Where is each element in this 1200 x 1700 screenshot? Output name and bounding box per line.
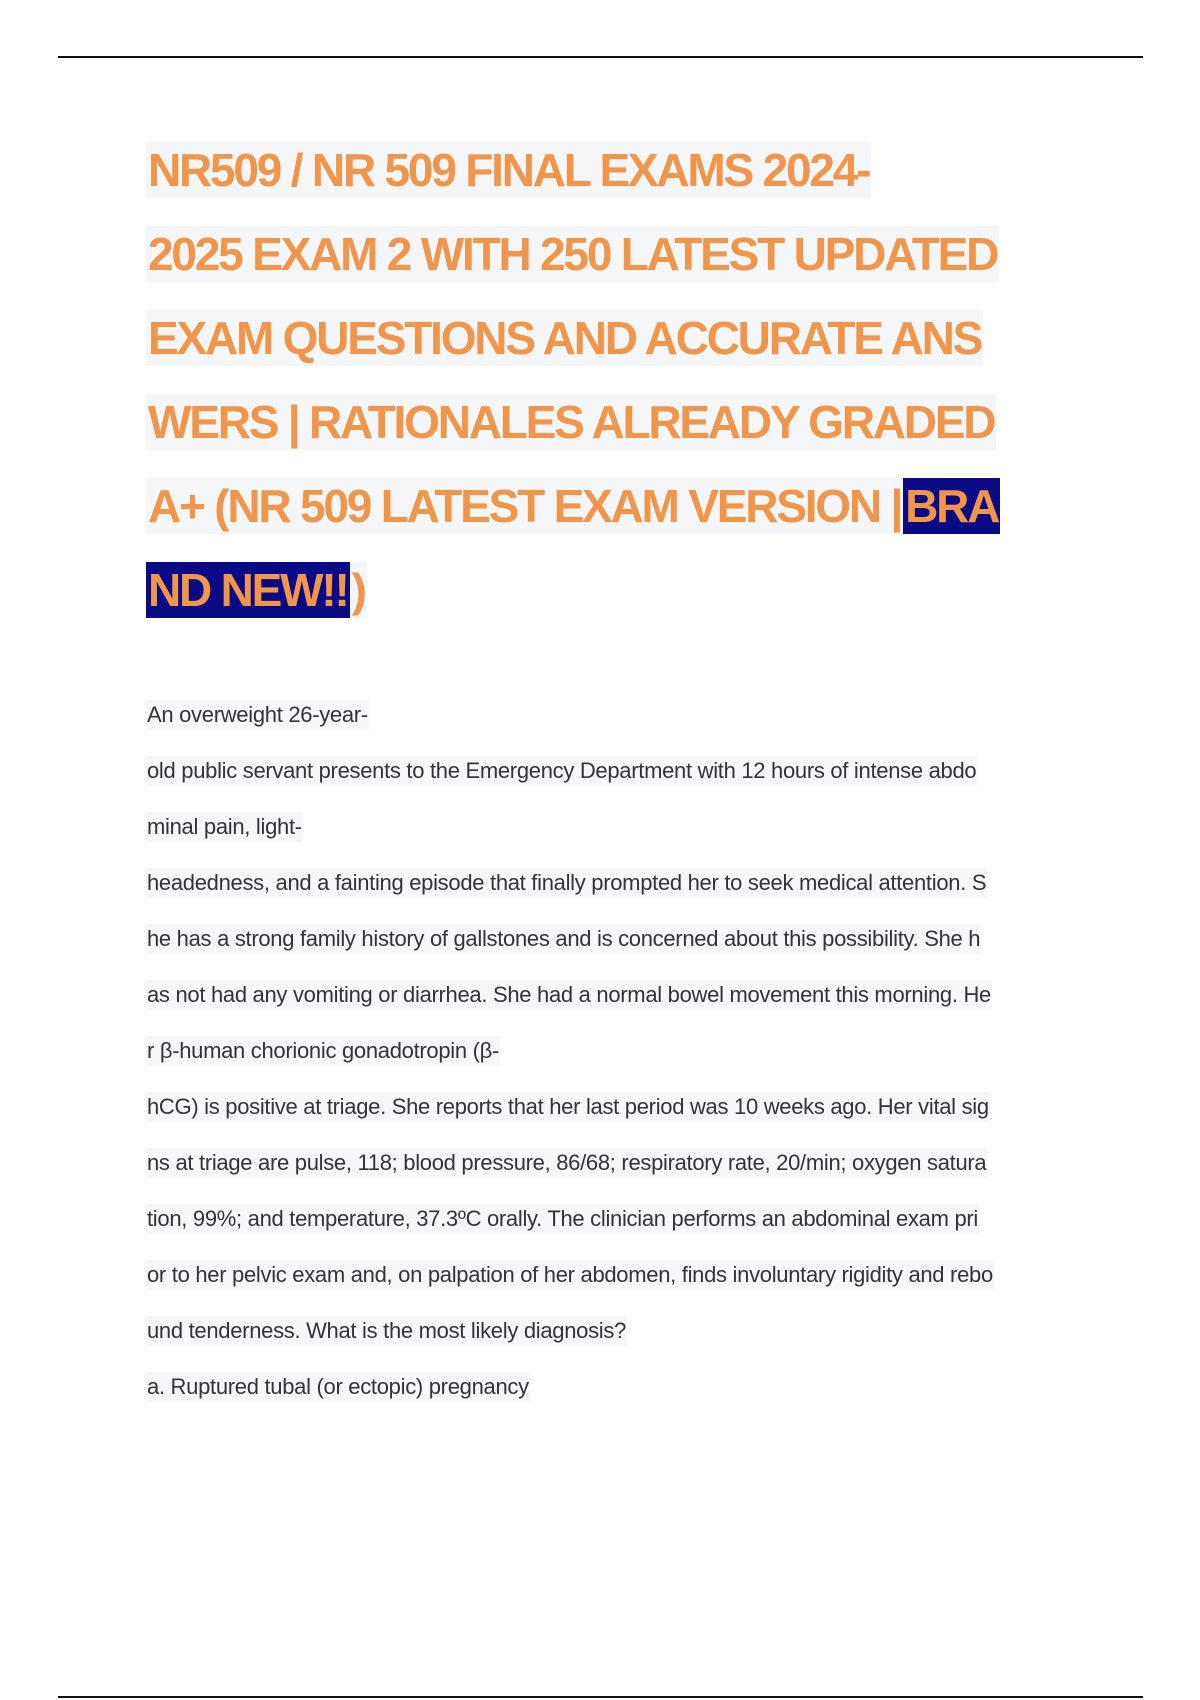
title-line: [146, 392, 1096, 476]
body-line: [146, 1306, 1096, 1362]
body-line: [146, 1250, 1096, 1306]
body-text: old public servant presents to the Emergency Department with 12 hours of intense abdo: [146, 756, 977, 786]
body-text: or to her pelvic exam and, on palpation of her abdomen, finds involuntary rigidity and rebo: [146, 1260, 994, 1290]
body-text: hCG) is positive at triage. She reports that her last period was 10 weeks ago. Her vital sig: [146, 1092, 990, 1122]
body-line: [146, 1026, 1096, 1082]
title-highlight-segment: BRA: [905, 480, 999, 532]
title-line: [146, 140, 1096, 224]
title-segment: ): [351, 564, 365, 616]
question-body: [146, 690, 1096, 1418]
body-text: headedness, and a fainting episode that finally prompted her to seek medical attention. S: [146, 868, 987, 898]
title-segment: A+ (NR 509 LATEST EXAM VERSION |: [148, 480, 902, 532]
answer-option-text: a. Ruptured tubal (or ectopic) pregnancy: [146, 1372, 530, 1402]
body-line: [146, 690, 1096, 746]
body-line: [146, 802, 1096, 858]
answer-option: [146, 1362, 1096, 1418]
body-line: [146, 746, 1096, 802]
title-segment: 2025 EXAM 2 WITH 250 LATEST UPDATED: [148, 228, 998, 280]
body-text: An overweight 26-year-: [146, 700, 369, 730]
body-line: [146, 914, 1096, 970]
body-text: ns at triage are pulse, 118; blood pressure, 86/68; respiratory rate, 20/min; oxygen satura: [146, 1148, 987, 1178]
body-line: [146, 1138, 1096, 1194]
title-segment: NR509 / NR 509 FINAL EXAMS 2024-: [148, 144, 870, 196]
body-text: r β-human chorionic gonadotropin (β-: [146, 1036, 500, 1066]
title-segment: WERS | RATIONALES ALREADY GRADED: [148, 396, 995, 448]
top-rule: [58, 56, 1143, 58]
body-text: tion, 99%; and temperature, 37.3ºC orally. The clinician performs an abdominal exam pri: [146, 1204, 979, 1234]
body-text: as not had any vomiting or diarrhea. She had a normal bowel movement this morning. He: [146, 980, 992, 1010]
title-line: [146, 308, 1096, 392]
body-text: minal pain, light-: [146, 812, 303, 842]
body-line: [146, 970, 1096, 1026]
body-line: [146, 858, 1096, 914]
body-line: [146, 1194, 1096, 1250]
title-line: [146, 560, 1096, 644]
body-text: und tenderness. What is the most likely diagnosis?: [146, 1316, 627, 1346]
body-text: he has a strong family history of gallstones and is concerned about this possibility. She h: [146, 924, 981, 954]
title-highlight-segment: ND NEW!!: [148, 564, 348, 616]
bottom-rule: [58, 1696, 1143, 1698]
document-title: [146, 140, 1096, 644]
body-line: [146, 1082, 1096, 1138]
title-segment: EXAM QUESTIONS AND ACCURATE ANS: [148, 312, 982, 364]
title-line: [146, 224, 1096, 308]
title-line: [146, 476, 1096, 560]
